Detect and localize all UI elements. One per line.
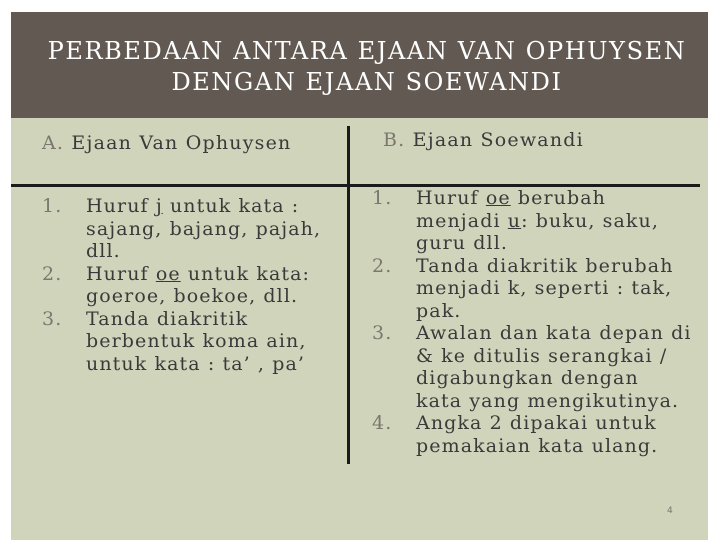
list-item: [42, 263, 342, 308]
list-item: [42, 308, 342, 376]
list-item: [372, 322, 692, 412]
underlined-letter: oe: [485, 187, 511, 209]
list-item-text: Huruf: [86, 195, 156, 217]
list-item-number: 3.: [372, 322, 393, 344]
list-item-text: Tanda diakritik berbentuk koma ain, untuk kata : ta’ , pa’: [86, 307, 307, 375]
list-item-text: Angka 2 dipakai untuk pemakaian kata ulang.: [416, 412, 659, 457]
list-item-text: : buku, saku, guru dll.: [416, 209, 659, 254]
underlined-letter: u: [507, 209, 522, 232]
underlined-letter: j: [155, 195, 163, 217]
column-b-list: [372, 187, 692, 457]
list-item-text: Huruf: [416, 187, 486, 209]
list-item-text: untuk kata : sajang, bajang, pajah, dll.: [86, 195, 322, 262]
list-item: [372, 255, 692, 323]
column-a-list: [42, 195, 342, 375]
list-item-text: untuk kata: goeroe, boekoe, dll.: [86, 262, 311, 307]
column-divider: [347, 126, 350, 464]
column-a-heading: [42, 132, 291, 154]
column-b-marker: B.: [383, 129, 406, 151]
list-item-text: Awalan dan kata depan di & ke ditulis serangkai / digabungkan dengan kata yang mengikutinya.: [416, 322, 692, 412]
column-b-heading-text: Ejaan Soewandi: [412, 129, 584, 151]
title-bar: [11, 12, 708, 118]
underlined-letter: oe: [155, 262, 181, 285]
list-item-number: 3.: [42, 307, 63, 330]
list-item: [42, 195, 342, 263]
list-item-text: berubah menjadi: [416, 187, 606, 232]
page-number: 4: [667, 506, 673, 516]
list-item-number: 2.: [42, 262, 63, 285]
list-item-number: 1.: [42, 195, 63, 217]
list-item: [372, 412, 692, 457]
list-item-text: Tanda diakritik berubah menjadi k, seperti : tak, pak.: [416, 254, 674, 322]
column-a-marker: A.: [42, 132, 65, 154]
slide-title: PERBEDAAN ANTARA EJAAN VAN OPHUYSEN DENGAN EJAAN SOEWANDI: [47, 37, 687, 96]
list-item-number: 4.: [372, 412, 393, 434]
list-item-number: 1.: [372, 187, 393, 209]
column-a-heading-text: Ejaan Van Ophuysen: [71, 132, 292, 154]
list-item: [372, 187, 692, 255]
column-b-heading: [383, 129, 584, 151]
list-item-text: Huruf: [86, 262, 156, 285]
list-item-number: 2.: [372, 254, 393, 277]
